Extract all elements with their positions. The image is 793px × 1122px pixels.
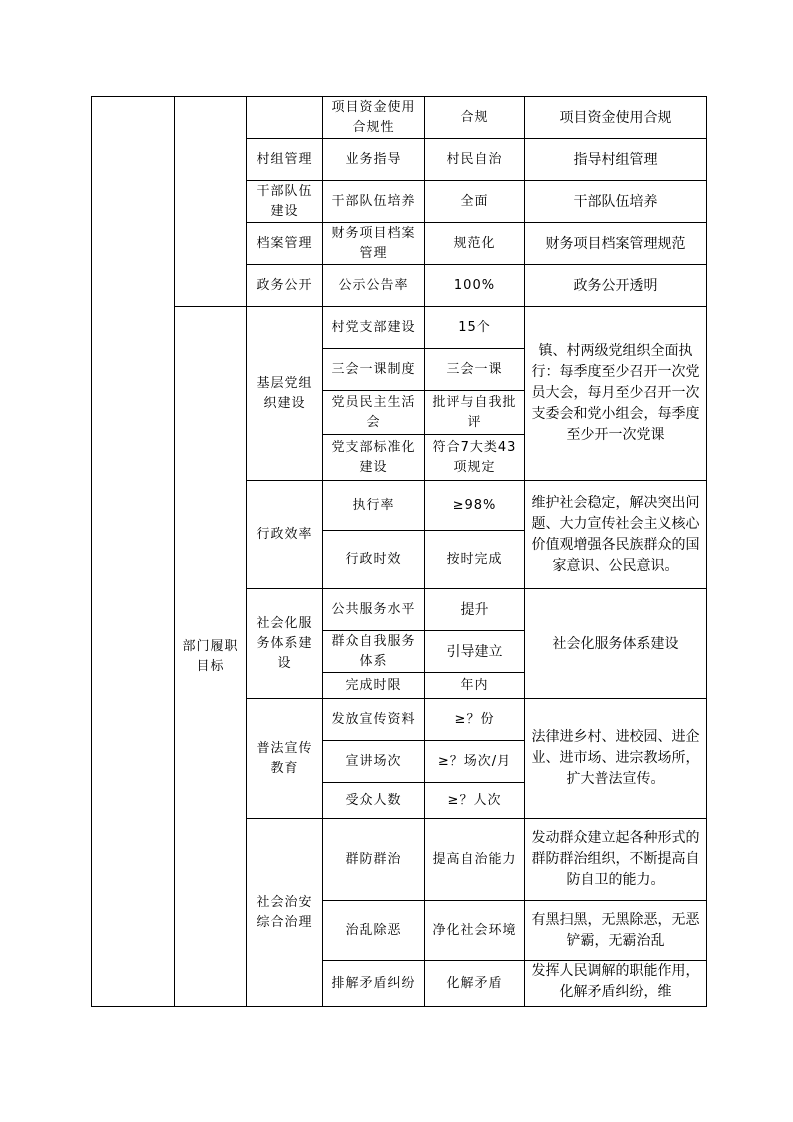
description-cell: 指导村组管理 — [525, 139, 707, 181]
performance-table — [91, 96, 707, 1007]
value-cell: 年内 — [425, 673, 525, 699]
description-cell: 发动群众建立起各种形式的群防群治组织，不断提高自防自卫的能力。 — [525, 819, 707, 901]
level3-cell: 干部队伍建设 — [247, 181, 323, 223]
level3-cell — [247, 97, 323, 139]
description-cell: 项目资金使用合规 — [525, 97, 707, 139]
indicator-cell: 干部队伍培养 — [323, 181, 425, 223]
group-name-cell: 基层党组织建设 — [247, 307, 323, 481]
value-cell: 15个 — [425, 307, 525, 349]
description-cell: 发挥人民调解的职能作用，化解矛盾纠纷，维 — [525, 961, 707, 1007]
indicator-cell: 群防群治 — [323, 819, 425, 901]
table-row — [92, 307, 707, 349]
level3-cell: 政务公开 — [247, 265, 323, 307]
level3-cell: 档案管理 — [247, 223, 323, 265]
description-cell: 维护社会稳定，解决突出问题、大力宣传社会主义核心价值观增强各民族群众的国家意识、公民意识。 — [525, 481, 707, 589]
indicator-cell: 执行率 — [323, 481, 425, 531]
value-cell: 全面 — [425, 181, 525, 223]
description-cell: 法律进乡村、进校园、进企业、进市场、进宗教场所，扩大普法宣传。 — [525, 699, 707, 819]
value-cell: ≥？份 — [425, 699, 525, 741]
indicator-cell: 党员民主生活会 — [323, 391, 425, 435]
value-cell: 合规 — [425, 97, 525, 139]
indicator-cell: 完成时限 — [323, 673, 425, 699]
level2-cell — [175, 97, 247, 307]
dept-goal-cell: 部门履职目标 — [175, 307, 247, 1007]
indicator-cell: 财务项目档案管理 — [323, 223, 425, 265]
indicator-cell: 三会一课制度 — [323, 349, 425, 391]
indicator-cell: 群众自我服务体系 — [323, 631, 425, 673]
group-name-cell: 社会化服务体系建设 — [247, 589, 323, 699]
description-cell: 镇、村两级党组织全面执行：每季度至少召开一次党员大会，每月至少召开一次支委会和党小组会，每季度至少开一次党课 — [525, 307, 707, 481]
value-cell: 三会一课 — [425, 349, 525, 391]
value-cell: 提升 — [425, 589, 525, 631]
group-name-cell: 社会治安综合治理 — [247, 819, 323, 1007]
indicator-cell: 行政时效 — [323, 531, 425, 589]
group-name-cell: 行政效率 — [247, 481, 323, 589]
value-cell: 村民自治 — [425, 139, 525, 181]
level3-cell: 村组管理 — [247, 139, 323, 181]
value-cell: 净化社会环境 — [425, 901, 525, 961]
indicator-cell: 受众人数 — [323, 783, 425, 819]
table-row — [92, 97, 707, 139]
description-cell: 干部队伍培养 — [525, 181, 707, 223]
indicator-cell: 项目资金使用合规性 — [323, 97, 425, 139]
description-cell: 有黑扫黑，无黑除恶，无恶铲霸，无霸治乱 — [525, 901, 707, 961]
indicator-cell: 发放宣传资料 — [323, 699, 425, 741]
description-cell: 财务项目档案管理规范 — [525, 223, 707, 265]
indicator-cell: 村党支部建设 — [323, 307, 425, 349]
indicator-cell: 业务指导 — [323, 139, 425, 181]
indicator-cell: 宣讲场次 — [323, 741, 425, 783]
level1-cell — [92, 97, 175, 1007]
indicator-cell: 公共服务水平 — [323, 589, 425, 631]
value-cell: 符合7大类43项规定 — [425, 435, 525, 481]
indicator-cell: 排解矛盾纠纷 — [323, 961, 425, 1007]
value-cell: ≥？人次 — [425, 783, 525, 819]
description-cell: 政务公开透明 — [525, 265, 707, 307]
value-cell: 规范化 — [425, 223, 525, 265]
indicator-cell: 治乱除恶 — [323, 901, 425, 961]
value-cell: ≥？场次/月 — [425, 741, 525, 783]
value-cell: 提高自治能力 — [425, 819, 525, 901]
value-cell: 引导建立 — [425, 631, 525, 673]
value-cell: ≥98% — [425, 481, 525, 531]
value-cell: 100% — [425, 265, 525, 307]
indicator-cell: 党支部标准化建设 — [323, 435, 425, 481]
group-name-cell: 普法宣传教育 — [247, 699, 323, 819]
value-cell: 批评与自我批评 — [425, 391, 525, 435]
indicator-cell: 公示公告率 — [323, 265, 425, 307]
value-cell: 化解矛盾 — [425, 961, 525, 1007]
value-cell: 按时完成 — [425, 531, 525, 589]
description-cell: 社会化服务体系建设 — [525, 589, 707, 699]
